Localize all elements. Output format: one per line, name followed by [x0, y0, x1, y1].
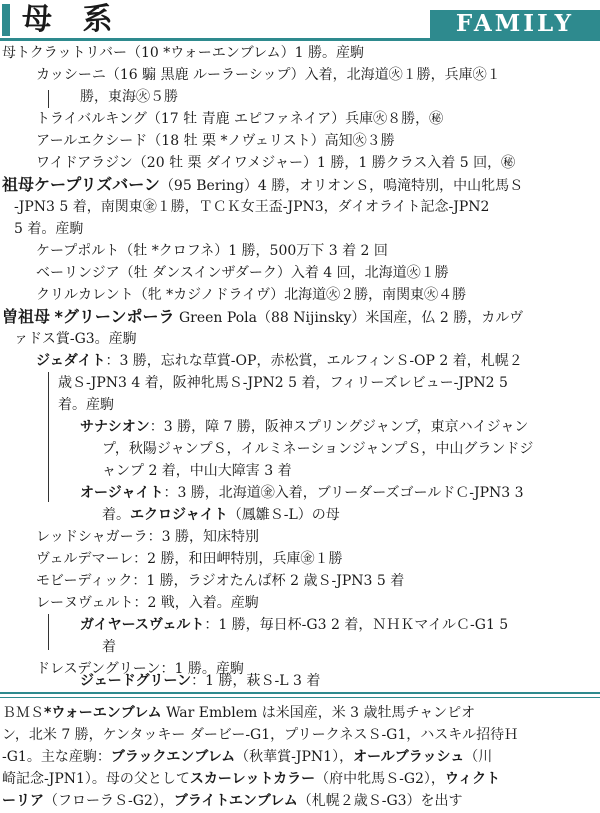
jedite-line1 — [36, 350, 523, 372]
granddam-line1 — [2, 174, 523, 197]
progeny-name: モビーディック — [36, 573, 133, 589]
jedite-name: ジェダイト — [36, 353, 106, 369]
bright-emblem: ブライトエンブレム — [173, 793, 298, 809]
bms-text: -G1。主な産駒： — [2, 749, 111, 765]
reine-bracket — [48, 614, 49, 650]
family-header — [0, 0, 600, 42]
ggdam-line1 — [2, 306, 523, 329]
bms-text: War Emblem は米国産，米 3 歳牡馬チャンピオ — [161, 705, 476, 721]
jade-line — [80, 670, 320, 692]
victoria-end: ーリア — [2, 793, 44, 809]
ojaito-line2 — [102, 504, 340, 526]
ggdam-progeny-4 — [36, 570, 404, 592]
progeny-text: ：3 勝，知床特別 — [147, 529, 259, 545]
granddam-text: （95 Bering）4 勝，オリオンＳ，鳴滝特別，中山牝馬Ｓ — [159, 178, 524, 194]
gaiyar-line2: 着 — [102, 639, 116, 655]
progeny-text: ：1 勝。産駒 — [160, 661, 244, 677]
bms-text: （川 — [464, 749, 493, 765]
all-brush: オールブラッシュ — [353, 749, 465, 765]
bms-line5 — [2, 790, 463, 812]
progeny-name: レーヌヴェルト — [36, 595, 134, 611]
ggdam-progeny-3 — [36, 548, 343, 570]
progeny-name: レッドシャガーラ — [36, 529, 148, 545]
bms-line3 — [2, 746, 492, 768]
progeny-text: ：1 勝，ラジオたんぱ杯 2 歳Ｓ-JPN3 5 着 — [132, 573, 405, 589]
scarlet-color: スカーレットカラー — [189, 771, 316, 787]
granddam-progeny-1: ケープポルト（牡 *クロフネ）1 勝，500万下 3 着 2 回 — [36, 243, 388, 259]
header-accent-block — [2, 4, 10, 36]
granddam-progeny-3: クリルカレント（牝 *カジノドライヴ）北海道㊋２勝，南関東㊋４勝 — [36, 287, 467, 303]
ojaito-text: ：3 勝，北海道㊎入着，ブリーダーズゴールドＣ-JPN3 3 — [163, 485, 524, 501]
ojaito-line1 — [80, 482, 524, 504]
sanashion-name: サナシオン — [80, 419, 150, 435]
progeny-name: ヴェルデマーレ — [36, 551, 134, 567]
granddam-line3: 5 着。産駒 — [14, 221, 84, 237]
ggdam-progeny-5 — [36, 592, 259, 614]
eclogite-name: エクロジャイト — [130, 507, 228, 523]
sanashion-line2: プ，秋陽ジャンプＳ，イルミネーションジャンプＳ，中山グランドジ — [102, 441, 534, 457]
sanashion-line3: ャンプ 2 着，中山大障害 3 着 — [102, 463, 292, 479]
ojaito-text2a: 着。 — [102, 507, 130, 523]
black-emblem: ブラックエンブレム — [110, 749, 236, 765]
gaiyar-text: ：1 勝，毎日杯-G3 2 着，ＮＨＫマイルＣ-G1 5 — [204, 617, 509, 633]
dam-bracket — [48, 90, 49, 108]
section-title: 母 系 — [22, 2, 123, 37]
dam-progeny-1-line1: カッシーニ（16 騸 黒鹿 ルーラーシップ）入着，北海道㊋１勝，兵庫㊋１ — [36, 67, 501, 83]
ggdam-text: Green Pola（88 Nijinsky）米国産，仏 2 勝，カルヴ — [174, 310, 524, 326]
bms-text: （秋華賞-JPN1）， — [235, 749, 354, 765]
dam-line — [2, 42, 364, 64]
bms-line2: ン，北米 7 勝，ケンタッキー ダービー-G1，プリークネスＳ-G1，ハスキル招待Ｈ — [2, 727, 519, 743]
ggdam-label: 曽祖母 — [2, 307, 51, 326]
ggdam-line2: ァドス賞-G3。産駒 — [14, 331, 137, 347]
granddam-label: 祖母 — [2, 175, 35, 194]
gaiyar-line1 — [80, 614, 508, 636]
dam-label: 母 — [2, 45, 16, 61]
ojaito-text2c: （鳳雛Ｓ-L）の母 — [227, 507, 340, 523]
bms-text: （札幌２歳Ｓ-G3）を出す — [297, 793, 463, 809]
sanashion-line1 — [80, 416, 528, 438]
bms-text: 崎記念-JPN1）。母の父として — [2, 771, 190, 787]
family-banner: FAMILY — [430, 10, 600, 38]
header-rule — [0, 38, 600, 41]
ggdam-progeny-2 — [36, 526, 259, 548]
progeny-text: ：2 勝，和田岬特別，兵庫㊎１勝 — [133, 551, 343, 567]
progeny-name: ドレスデングリーン — [36, 661, 161, 677]
jedite-bracket — [48, 372, 49, 502]
jedite-line3: 着。産駒 — [58, 397, 114, 413]
bms-rule — [0, 692, 600, 694]
bms-text: （フローラＳ-G2）， — [44, 793, 174, 809]
dam-progeny-1-line2: 勝，東海㊋５勝 — [80, 89, 178, 105]
dam-progeny-4: ワイドアラジン（20 牡 栗 ダイワメジャー）1 勝，1 勝クラス入着 5 回，㊙ — [36, 155, 516, 171]
jade-name: ジェードグリーン — [80, 673, 192, 689]
bms-text: （府中牝馬Ｓ-G2）， — [315, 771, 445, 787]
ojaito-name: オージャイト — [80, 485, 164, 501]
bms-name: *ウォーエンブレム — [44, 705, 162, 721]
bms-line4 — [2, 768, 500, 790]
gaiyar-name: ガイヤースヴェルト — [80, 617, 205, 633]
dam-text: トクラットリバー（10 *ウォーエンブレム）1 勝。産駒 — [16, 45, 364, 61]
progeny-text: ：2 戦，入着。産駒 — [133, 595, 259, 611]
jedite-line2: 歳Ｓ-JPN3 4 着，阪神牝馬Ｓ-JPN2 5 着，フィリーズレビュー-JPN2 5 — [58, 375, 508, 391]
granddam-line2: -JPN3 5 着，南関東㊎１勝，ＴＣＫ女王盃-JPN3，ダイオライト記念-JPN2 — [14, 199, 490, 215]
dam-progeny-3: アールエクシード（18 牡 栗 *ノヴェリスト）高知㊋３勝 — [36, 133, 395, 149]
granddam-name: ケープリズバーン — [34, 175, 160, 194]
granddam-progeny-2: ベーリンジア（牡 ダンスインザダーク）入着 4 回，北海道㊋１勝 — [36, 265, 449, 281]
victoria-start: ウィクト — [444, 771, 501, 787]
bms-line1 — [2, 702, 475, 724]
ggdam-name: *グリーンポーラ — [54, 307, 175, 326]
bms-label: ＢＭＳ — [2, 705, 44, 721]
bms-rule-thin — [0, 697, 600, 698]
dam-progeny-2: トライバルキング（17 牡 青鹿 エピファネイア）兵庫㊋８勝，㊙ — [36, 111, 444, 127]
jedite-text: ：3 勝，忘れな草賞-OP，赤松賞，エルフィンＳ-OP 2 着，札幌２ — [105, 353, 523, 369]
sanashion-text: ：3 勝，障 7 勝，阪神スプリングジャンプ，東京ハイジャン — [149, 419, 529, 435]
jade-text: ：1 勝，萩Ｓ-L 3 着 — [191, 673, 321, 689]
